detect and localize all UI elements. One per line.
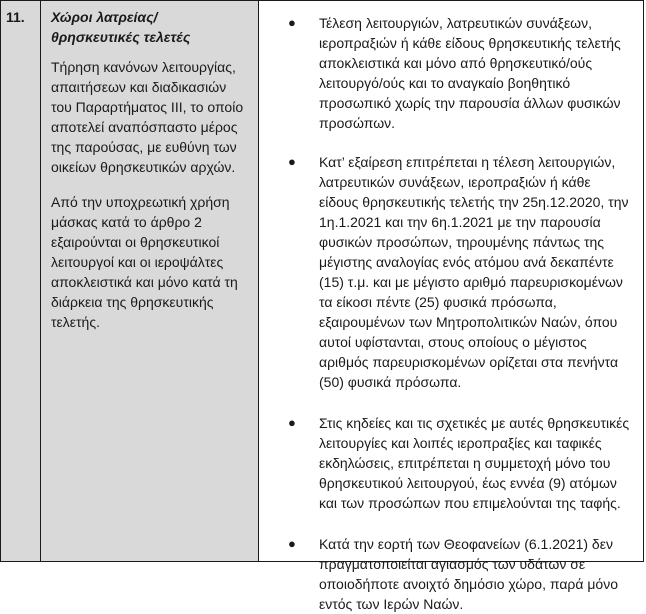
bullet-icon: ● — [288, 154, 296, 169]
measures-cell — [259, 1, 643, 612]
row-number: 11. — [6, 9, 25, 25]
list-item-text: Στις κηδείες και τις σχετικές με αυτές θρησκευτικές λειτουργίες και λοιπές ιεροπραξίες και ταφικές εκδηλώσεις, επιτρέπεται η συμμετοχή μόνο του θρησκευτικού λειτουργού, έως εννέα (9) ατόμων και των προσώπων που επιμελούνται της ταφής. — [319, 415, 630, 511]
row-number-cell — [1, 1, 41, 561]
bullet-icon: ● — [288, 536, 296, 551]
measures-list — [285, 13, 633, 614]
rules-paragraph: Τήρηση κανόνων λειτουργίας, απαιτήσεων και διαδικασιών του Παραρτήματος ΙΙΙ, το οποίο αποτελεί αναπόσπαστο μέρος της παρούσας, με ευθύνη των οικείων θρησκευτικών αρχών. — [51, 59, 244, 175]
list-item-text: Κατ’ εξαίρεση επιτρέπεται η τέλεση λειτουργιών, λατρευτικών συνάξεων, ιεροπραξιών ή κάθε είδους θρησκευτικής τελετής την 25η.12.2020, την 1η.1.2021 και την 6η.1.2021 με την παρουσία φυσικών προσώπων, τηρουμένης πάντως της μέγιστης αναλογίας ενός ατόμου ανά δεκαπέντε (15) τ.μ. και με μέγιστο αριθμό παρευρισκομένων τα είκοσι πέντε (25) φυσικά πρόσωπα, εξαιρουμένων των Μητροπολιτικών Ναών, όπου αυτοί υφίστανται, στους οποίους ο μέγιστος αριθμός παρευρισκομένων ορίζεται στα πενήντα (50) φυσικά πρόσωπα. — [319, 154, 629, 390]
bullet-icon: ● — [288, 15, 296, 30]
category-title: Χώροι λατρείας/θρησκευτικές τελετές — [51, 9, 191, 45]
category-cell — [41, 1, 259, 561]
list-item — [285, 413, 633, 513]
list-item — [285, 152, 633, 392]
bullet-icon: ● — [288, 415, 296, 430]
list-item — [285, 13, 633, 133]
list-item-text: Τέλεση λειτουργιών, λατρευτικών συνάξεων, ιεροπραξιών ή κάθε είδους θρησκευτικής τελετής αποκλειστικά και μόνο από θρησκευτικό/ούς λειτουργό/ούς και το αναγκαίο βοηθητικό προσωπικό χωρίς την παρουσία άλλων φυσικών προσώπων. — [319, 15, 621, 131]
list-item-text: Κατά την εορτή των Θεοφανείων (6.1.2021) δεν πραγματοποιείται αγιασμός των υδάτων σε οποιοδήποτε ανοιχτό δημόσιο χώρο, παρά μόνο εντός των Ιερών Ναών. — [319, 536, 618, 612]
mask-exemption-paragraph: Από την υποχρεωτική χρήση μάσκας κατά το άρθρο 2 εξαιρούνται οι θρησκευτικοί λειτουργοί και οι ιεροψάλτες αποκλειστικά και μόνο κατά τη διάρκεια της θρησκευτικής τελετής. — [51, 194, 238, 330]
list-item — [285, 534, 633, 614]
